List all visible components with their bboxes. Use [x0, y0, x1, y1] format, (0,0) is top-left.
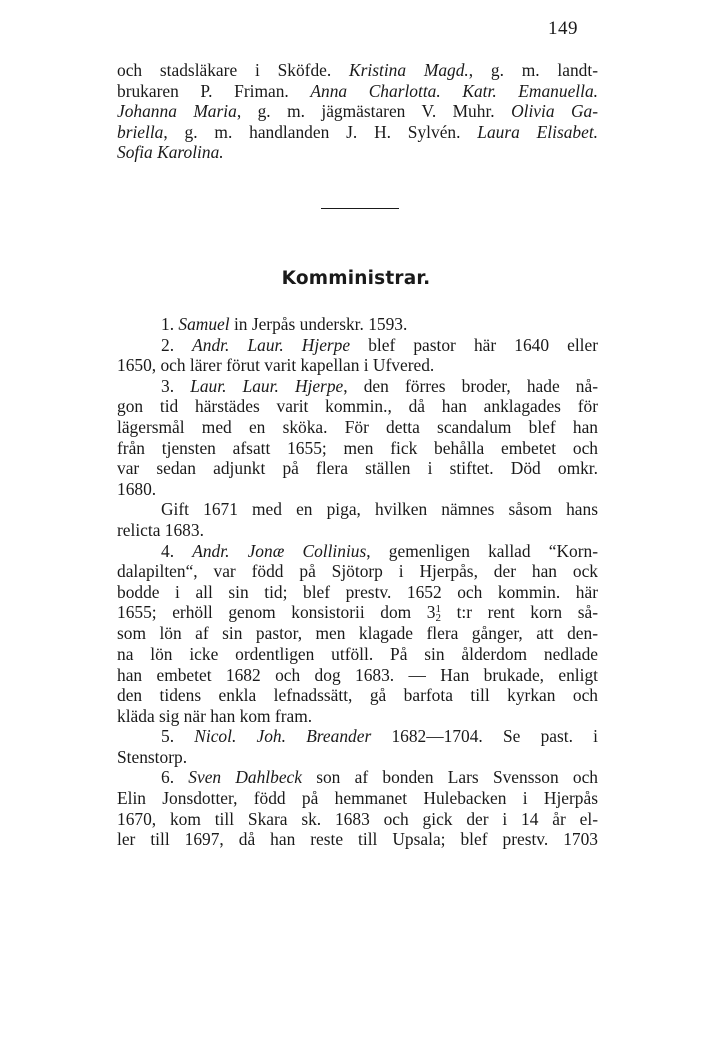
text-line: 1. Samuel in Jerpås underskr. 1593.: [161, 314, 408, 334]
text-line: Elin Jonsdotter, född på hemmanet Hulebacken i Hjerpås: [117, 788, 598, 809]
text-line: gon tid härstädes varit kommin., då han anklagades för: [117, 396, 598, 417]
entry-2: [117, 335, 598, 376]
fraction-half: 1 2: [435, 603, 441, 625]
text-line: från tjensten afsatt 1655; men fick behålla embetet och: [117, 437, 598, 458]
text-line: 4. Andr. Jonæ Collinius, gemenligen kallad “Korn-: [161, 540, 599, 561]
text-line: ler till 1697, då han reste till Upsala; blef prestv. 1703: [117, 829, 598, 850]
entry-4: [117, 541, 598, 727]
text-line: 5. Nicol. Joh. Breander 1682—1704. Se past. i: [161, 726, 599, 747]
text-line: Stenstorp.: [117, 746, 188, 767]
text-line: Sofia Karolina.: [117, 142, 224, 163]
text-line: na lön icke ordentligen utföll. På sin ålderdom nedlade: [117, 643, 598, 664]
text-line: Johanna Maria, g. m. jägmästaren V. Muhr. Olivia Ga-: [117, 101, 599, 122]
text-line: 1655; erhöll genom konsistorii dom 31 2 t:r rent korn så-: [117, 602, 598, 625]
text-line: relicta 1683.: [117, 519, 204, 540]
text-line: som lön af sin pastor, men klagade flera gånger, att den-: [117, 623, 598, 644]
text-line: var sedan adjunkt på flera ställen i stiftet. Död omkr.: [117, 458, 598, 479]
text-line: Gift 1671 med en piga, hvilken nämnes såsom hans: [161, 499, 598, 520]
text-line: 2. Andr. Laur. Hjerpe blef pastor här 1640 eller: [161, 334, 599, 355]
entry-6: [117, 767, 598, 849]
text-line: 6. Sven Dahlbeck son af bonden Lars Svensson och: [161, 767, 598, 788]
text-line: han embetet 1682 och dog 1683. — Han brukade, enligt: [117, 664, 598, 685]
entries-list: [117, 314, 598, 850]
text-line: kläda sig när han kom fram.: [117, 705, 313, 726]
text-line: 3. Laur. Laur. Hjerpe, den förres broder, hade nå-: [161, 375, 598, 396]
text-line: lägersmål med en sköka. För detta scandalum blef han: [117, 416, 598, 437]
text-line: 1650, och lärer förut varit kapellan i Ufvered.: [117, 355, 435, 376]
text-line: dalapilten“, var född på Sjötorp i Hjerpås, der han ock: [117, 561, 598, 582]
entry-5: [117, 726, 598, 767]
text-line: briella, g. m. handlanden J. H. Sylvén. Laura Elisabet.: [117, 121, 598, 142]
section-divider: [321, 208, 399, 209]
entry-3: [117, 376, 598, 541]
intro-paragraph: [117, 60, 598, 163]
section-heading: Komministrar.: [281, 268, 431, 289]
text-line: brukaren P. Friman. Anna Charlotta. Katr. Emanuella.: [117, 80, 598, 101]
entry-1: [117, 314, 598, 335]
text-line: bodde i all sin tid; blef prestv. 1652 och kommin. här: [117, 581, 598, 602]
page-number: 149: [548, 18, 578, 39]
text-line: och stadsläkare i Sköfde. Kristina Magd., g. m. landt-: [117, 60, 598, 80]
text-line: 1680.: [117, 478, 157, 499]
text-line: den tidens enkla lefnadssätt, gå barfota till kyrkan och: [117, 685, 598, 706]
text-line: 1670, kom till Skara sk. 1683 och gick der i 14 år el-: [117, 808, 598, 829]
